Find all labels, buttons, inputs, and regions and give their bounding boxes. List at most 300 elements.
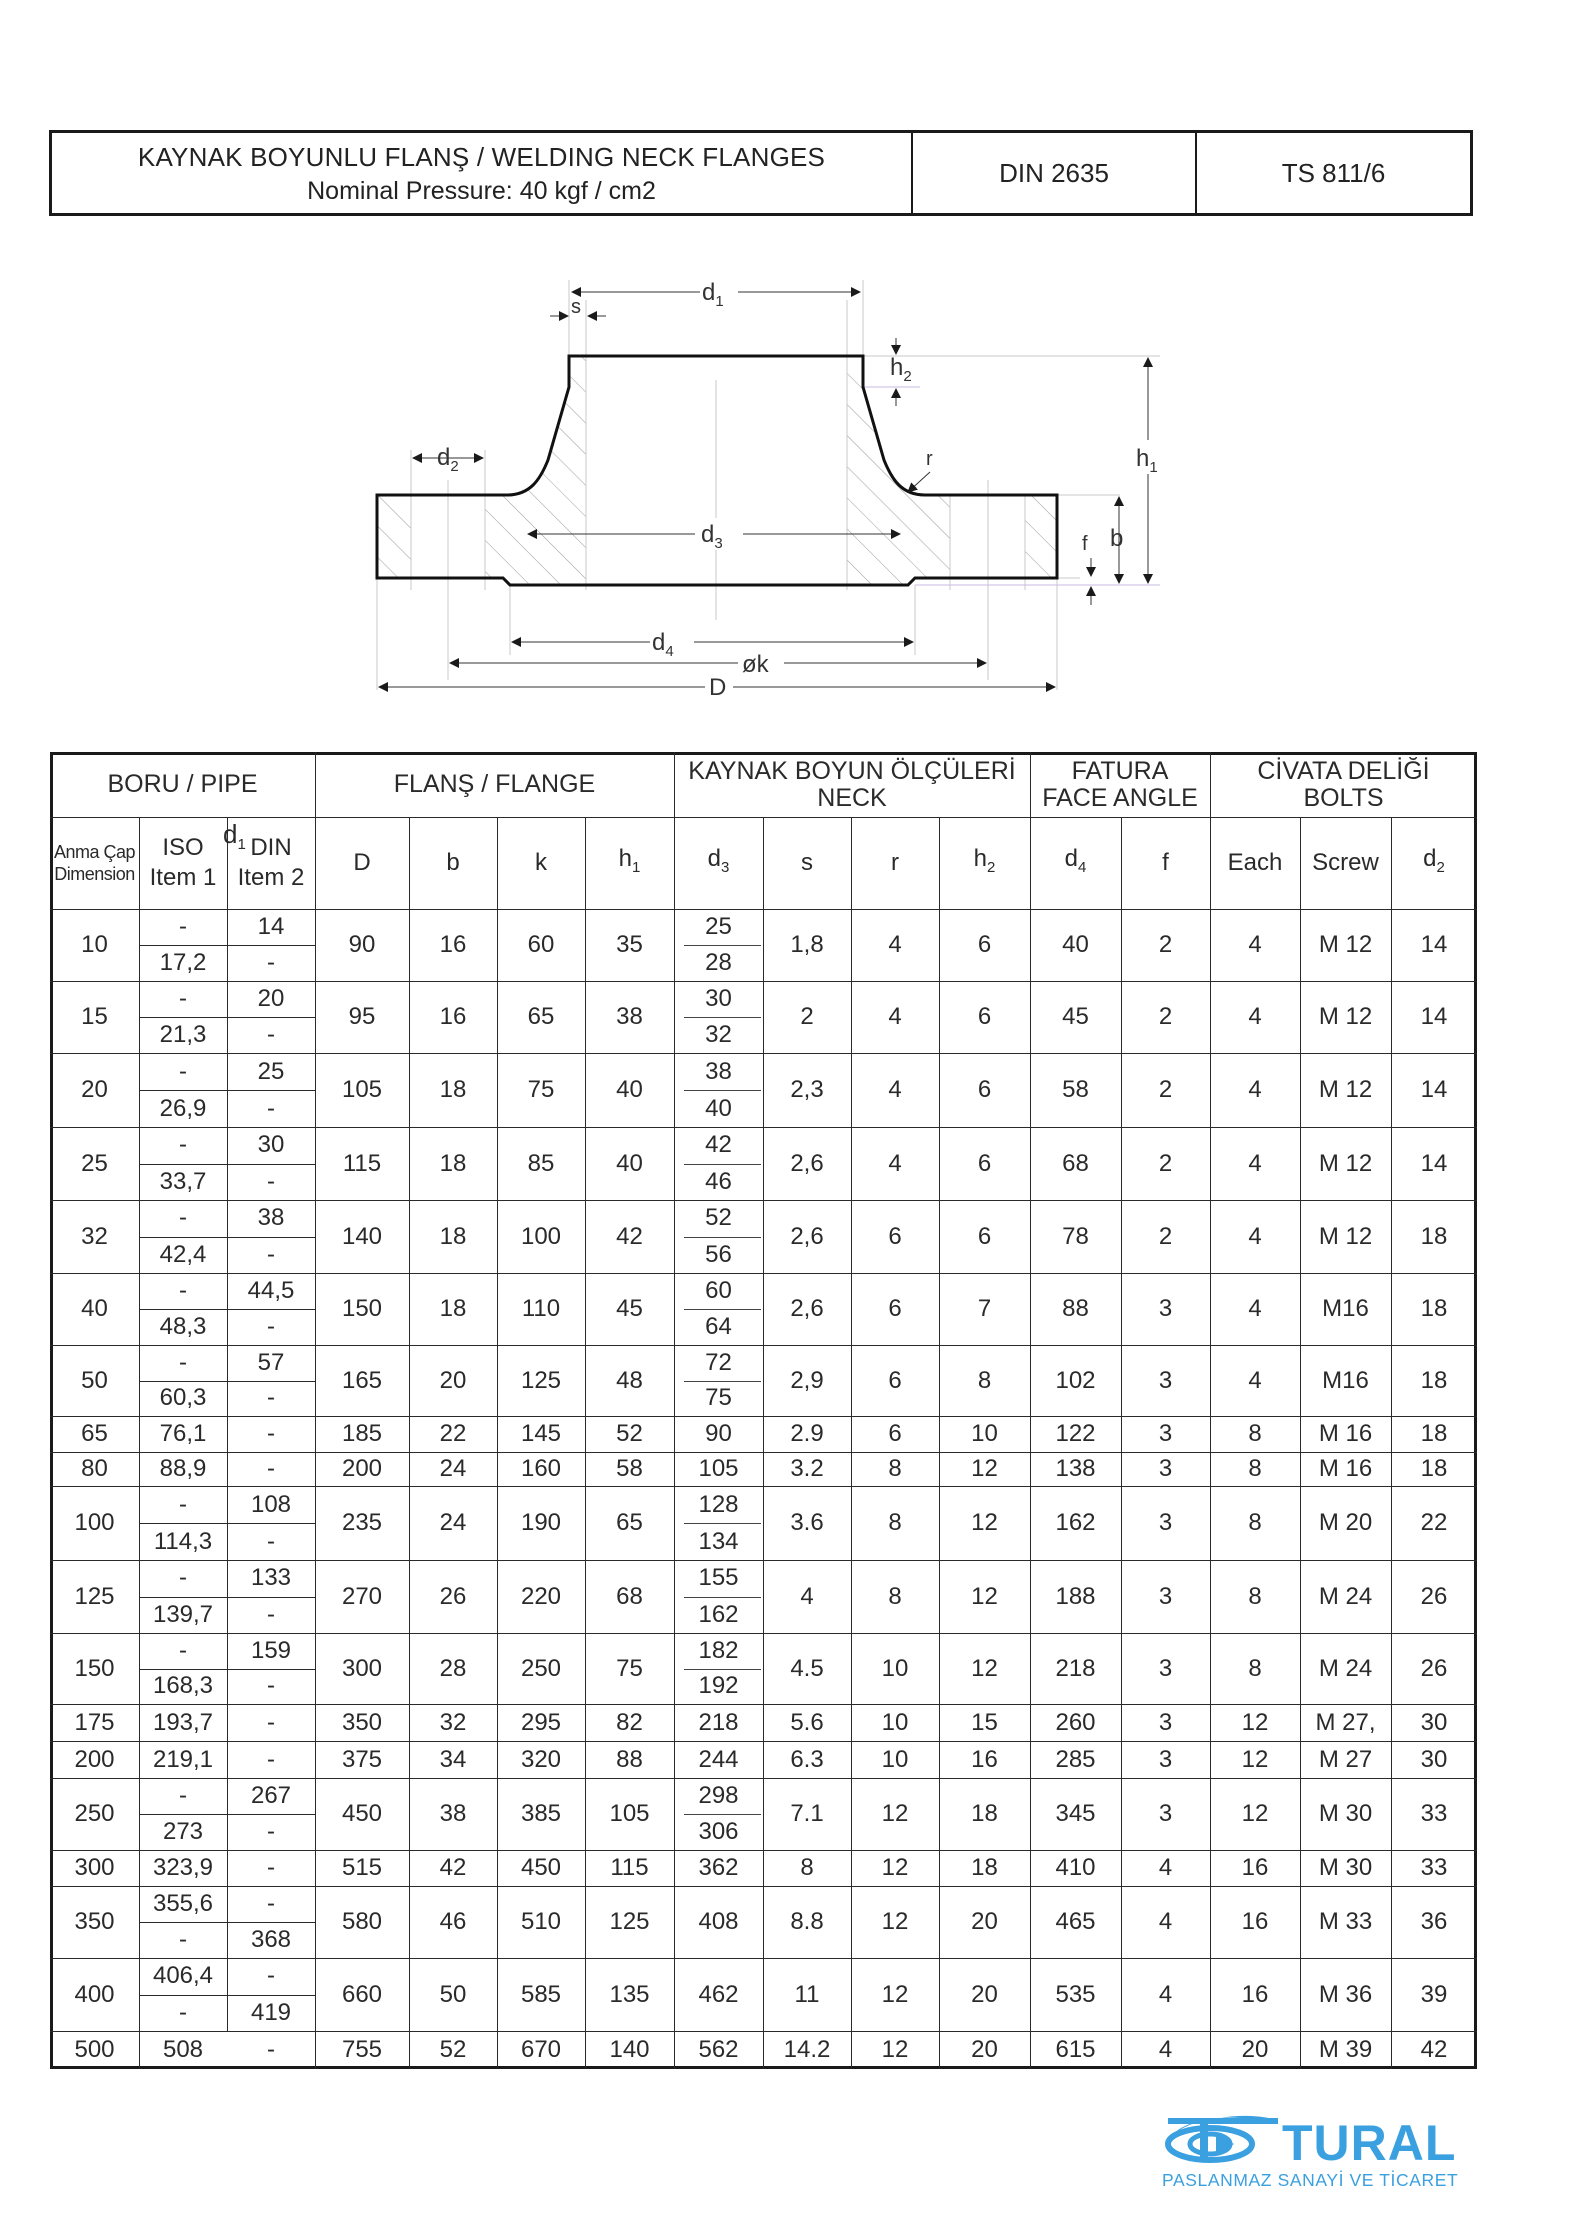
h2-label: $h_2$ — [890, 354, 912, 385]
header-s — [763, 817, 851, 909]
cell-s — [763, 1958, 851, 2031]
column-divider — [585, 1778, 586, 1850]
column-divider — [227, 1452, 228, 1486]
column-divider — [1030, 1486, 1031, 1560]
cell-h1 — [585, 1053, 674, 1127]
cell-h1-value: 48 — [616, 1366, 643, 1394]
cell-din-lower-value: - — [267, 1313, 275, 1340]
column-divider — [1210, 1200, 1211, 1273]
column-divider — [139, 1345, 140, 1416]
cell-d3-lower — [674, 1381, 763, 1417]
cell-dimension — [50, 1958, 139, 2031]
cell-f — [1121, 1633, 1210, 1704]
cell-dimension-value: 10 — [81, 931, 108, 958]
cell-each — [1210, 1273, 1300, 1345]
cell-d2 — [1391, 1704, 1477, 1741]
column-divider — [315, 817, 316, 909]
cell-din-upper-value: 20 — [257, 985, 285, 1012]
column-divider — [1210, 909, 1211, 981]
cell-s-value: 4 — [800, 1582, 814, 1610]
cell-screw — [1300, 1416, 1391, 1452]
header-b — [409, 817, 497, 909]
cell-h2-value: 20 — [971, 1908, 998, 1935]
column-divider — [585, 1345, 586, 1416]
h1-label: $h_1$ — [1136, 445, 1158, 476]
cell-d4-value: 162 — [1055, 1509, 1096, 1536]
cell-h2-value: 6 — [977, 931, 992, 958]
column-divider — [1121, 1416, 1122, 1452]
cell-r — [851, 909, 939, 981]
cell-screw-value: M 12 — [1318, 1003, 1373, 1030]
group-divider — [674, 752, 675, 817]
cell-iso-lower — [139, 1090, 227, 1127]
cell-h2 — [939, 1560, 1030, 1633]
cell-din-lower — [227, 1523, 315, 1560]
column-divider — [497, 1200, 498, 1273]
cell-h2 — [939, 1273, 1030, 1345]
cell-d3-value: 105 — [698, 1455, 739, 1482]
cell-din-upper-value: 267 — [250, 1782, 292, 1809]
cell-iso — [139, 1416, 227, 1452]
cell-d2 — [1391, 1416, 1477, 1452]
cell-r-value: 12 — [881, 1854, 909, 1881]
cell-iso-value: 508 — [162, 2036, 204, 2063]
cell-b — [409, 1416, 497, 1452]
cell-D — [315, 1633, 409, 1704]
cell-dimension-value: 250 — [74, 1800, 115, 1827]
column-divider — [1300, 817, 1301, 909]
header-each-text: Each — [1227, 849, 1283, 876]
cell-screw — [1300, 1886, 1391, 1958]
cell-iso-lower — [139, 1381, 227, 1417]
column-divider — [1121, 1741, 1122, 1778]
cell-D — [315, 1345, 409, 1416]
header-group-face-line-2: FACE ANGLE — [1042, 783, 1198, 812]
cell-dimension — [50, 1345, 139, 1416]
column-divider — [1391, 1560, 1392, 1633]
cell-dimension-value: 150 — [74, 1654, 115, 1682]
header-iso-text: ISO — [162, 834, 204, 861]
cell-iso-value: 323,9 — [152, 1854, 214, 1881]
cell-screw-value: M 12 — [1318, 1076, 1373, 1103]
cell-b — [409, 1560, 497, 1633]
cell-d4-value: 138 — [1055, 1455, 1096, 1482]
cell-s-value: 2.9 — [790, 1420, 824, 1447]
pipe-split-divider — [227, 1922, 315, 1923]
column-divider — [1300, 1560, 1301, 1633]
din-standard: DIN 2635 — [913, 133, 1197, 213]
column-divider — [1300, 1345, 1301, 1416]
header-f-text: f — [1162, 849, 1169, 876]
cell-h2 — [939, 1778, 1030, 1850]
column-divider — [1121, 1345, 1122, 1416]
column-divider — [497, 1486, 498, 1560]
column-divider — [409, 1053, 410, 1127]
header-h2-line-1 — [974, 844, 996, 883]
cell-d3-upper — [674, 1273, 763, 1309]
cell-each — [1210, 981, 1300, 1053]
header-d1-text: d — [223, 819, 238, 849]
column-divider — [763, 1452, 764, 1486]
cell-s-value: 2 — [800, 1003, 814, 1030]
cell-b-value: 32 — [439, 1708, 467, 1736]
d3-fraction-line — [684, 1597, 761, 1598]
column-divider — [763, 1958, 764, 2031]
column-divider — [851, 1200, 852, 1273]
column-divider — [1300, 981, 1301, 1053]
cell-iso-lower — [139, 1995, 227, 2032]
cell-b — [409, 1704, 497, 1741]
column-divider — [1300, 1200, 1301, 1273]
column-divider — [939, 1127, 940, 1200]
cell-screw-value: M 33 — [1318, 1908, 1373, 1935]
cell-screw-value: M 12 — [1318, 1222, 1373, 1250]
header-b-text: b — [446, 849, 460, 876]
cell-d3-upper-value: 298 — [698, 1782, 739, 1809]
cell-each — [1210, 1850, 1300, 1886]
header-f — [1121, 817, 1210, 909]
cell-iso-lower-value: - — [179, 1926, 187, 1953]
cell-screw — [1300, 1704, 1391, 1741]
cell-each — [1210, 1778, 1300, 1850]
d3-fraction-line — [684, 1017, 761, 1018]
cell-h1 — [585, 909, 674, 981]
cell-r-value: 4 — [888, 1076, 902, 1103]
cell-d4-value: 68 — [1062, 1149, 1089, 1177]
cell-screw-value: M 16 — [1318, 1420, 1373, 1447]
cell-iso-lower — [139, 945, 227, 981]
cell-iso-upper-value: - — [179, 1277, 187, 1304]
k-label: øk — [742, 651, 769, 678]
cell-h2 — [939, 1704, 1030, 1741]
column-divider — [409, 1416, 410, 1452]
cell-d2-value: 18 — [1420, 1366, 1448, 1394]
cell-r — [851, 1886, 939, 1958]
column-divider — [763, 1886, 764, 1958]
cell-D — [315, 1273, 409, 1345]
cell-din-value: - — [267, 1708, 275, 1736]
cell-D-value: 185 — [341, 1420, 383, 1447]
column-divider — [1210, 1053, 1211, 1127]
column-divider — [1210, 1486, 1211, 1560]
cell-each-value: 4 — [1248, 1003, 1262, 1030]
cell-f — [1121, 2031, 1210, 2069]
cell-r-value: 10 — [881, 1654, 909, 1682]
cell-iso-lower-value: 17,2 — [159, 949, 207, 976]
cell-b-value: 16 — [439, 931, 467, 958]
header-d3-text: d — [707, 844, 721, 872]
column-divider — [1210, 1127, 1211, 1200]
cell-s-value: 1,8 — [790, 931, 824, 958]
cell-h1-value: 52 — [616, 1420, 643, 1447]
cell-d3-lower-value: 162 — [698, 1600, 739, 1628]
cell-b-value: 38 — [439, 1800, 467, 1827]
cell-f-value: 4 — [1158, 2036, 1173, 2063]
column-divider — [763, 1778, 764, 1850]
column-divider — [497, 1741, 498, 1778]
pipe-flange-divider — [315, 1486, 316, 1560]
column-divider — [1121, 2031, 1122, 2069]
header-k — [497, 817, 585, 909]
cell-din-upper-value: - — [267, 1962, 275, 1990]
header-group-face-line-1: FATURA — [1071, 756, 1169, 785]
d3-fraction-line — [684, 1164, 761, 1165]
cell-d4 — [1030, 1704, 1121, 1741]
column-divider — [139, 817, 140, 909]
cell-dimension-value: 65 — [81, 1420, 108, 1447]
column-divider — [1300, 2031, 1301, 2069]
column-divider — [1121, 1633, 1122, 1704]
cell-iso-lower-value: - — [179, 1998, 187, 2026]
cell-din-upper — [227, 1345, 315, 1381]
cell-din-lower-value: - — [267, 949, 275, 976]
group-divider — [1030, 752, 1031, 817]
column-divider — [939, 1345, 940, 1416]
flange-dimensions-table — [50, 752, 1477, 2069]
cell-d3 — [674, 2031, 763, 2069]
header-dimension-line-2 — [54, 863, 135, 885]
cell-screw-value: M 24 — [1318, 1582, 1373, 1610]
cell-D — [315, 1486, 409, 1560]
cell-d2-value: 14 — [1420, 1149, 1448, 1177]
column-divider — [851, 1560, 852, 1633]
cell-d2 — [1391, 1053, 1477, 1127]
column-divider — [227, 1127, 228, 1200]
header-group-neck-line-2: NECK — [817, 783, 887, 812]
cell-din-lower-value: - — [267, 1384, 275, 1412]
column-divider — [763, 1200, 764, 1273]
column-divider — [1030, 1958, 1031, 2031]
cell-iso-lower-value: 139,7 — [152, 1600, 214, 1628]
cell-k-value: 320 — [520, 1745, 562, 1773]
cell-d2-value: 30 — [1420, 1708, 1448, 1736]
column-divider — [851, 1741, 852, 1778]
cell-h2 — [939, 1850, 1030, 1886]
cell-screw — [1300, 1127, 1391, 1200]
cell-b-value: 22 — [439, 1420, 467, 1447]
cell-k-value: 190 — [520, 1509, 562, 1536]
cell-f — [1121, 1452, 1210, 1486]
cell-h1 — [585, 2031, 674, 2069]
column-divider — [1391, 1958, 1392, 2031]
cell-r — [851, 1778, 939, 1850]
cell-din — [227, 1452, 315, 1486]
cell-iso-upper — [139, 1958, 227, 1995]
cell-h2-value: 6 — [977, 1222, 992, 1250]
cell-d3-upper — [674, 1345, 763, 1381]
cell-din-upper-value: 14 — [257, 913, 285, 940]
column-divider — [1030, 1452, 1031, 1486]
header-group-flange-line-1: FLANŞ / FLANGE — [393, 770, 596, 798]
cell-h2-value: 10 — [971, 1420, 998, 1447]
column-divider — [227, 1958, 228, 2031]
column-divider — [851, 909, 852, 981]
cell-d2-value: 22 — [1420, 1509, 1448, 1536]
cell-din-upper-value: 38 — [257, 1204, 285, 1232]
cell-each-value: 16 — [1241, 1980, 1269, 2008]
header-each-line-1 — [1228, 848, 1283, 878]
pipe-split-divider — [139, 1814, 227, 1815]
cell-f-value: 3 — [1158, 1708, 1173, 1736]
cell-h2 — [939, 981, 1030, 1053]
column-divider — [409, 1704, 410, 1741]
cell-d3-lower-value: 40 — [705, 1094, 732, 1122]
cell-iso-upper — [139, 1633, 227, 1669]
cell-b-value: 24 — [439, 1509, 467, 1536]
cell-din-lower — [227, 1309, 315, 1345]
column-divider — [1030, 1560, 1031, 1633]
cell-f — [1121, 1127, 1210, 1200]
cell-dimension-value: 100 — [74, 1509, 115, 1536]
column-divider — [674, 1200, 675, 1273]
column-divider — [1391, 1416, 1392, 1452]
header-k-text: k — [535, 849, 547, 876]
column-divider — [227, 1273, 228, 1345]
column-divider — [497, 1273, 498, 1345]
cell-D-value: 140 — [341, 1222, 383, 1250]
cell-d3-lower — [674, 945, 763, 981]
header-iso-text: Item 1 — [149, 864, 217, 891]
cell-h1 — [585, 1886, 674, 1958]
cell-k — [497, 1560, 585, 1633]
column-divider — [497, 981, 498, 1053]
cell-s — [763, 1053, 851, 1127]
column-divider — [851, 1127, 852, 1200]
cell-d2-value: 39 — [1420, 1980, 1448, 2008]
cell-s — [763, 1452, 851, 1486]
cell-D — [315, 909, 409, 981]
cell-f-value: 2 — [1158, 1222, 1173, 1250]
ts-standard: TS 811/6 — [1281, 158, 1386, 188]
cell-D — [315, 1741, 409, 1778]
column-divider — [1300, 1741, 1301, 1778]
d3-fraction-line — [684, 1309, 761, 1310]
column-divider — [1300, 1486, 1301, 1560]
cell-iso-upper-value: - — [179, 1782, 187, 1809]
cell-d2 — [1391, 1345, 1477, 1416]
cell-b-value: 20 — [439, 1366, 467, 1394]
column-divider — [139, 1958, 140, 2031]
column-divider — [939, 909, 940, 981]
cell-r-value: 12 — [881, 1908, 909, 1935]
cell-h1 — [585, 1633, 674, 1704]
header-d4-subscript: 4 — [1078, 858, 1087, 876]
cell-s — [763, 1741, 851, 1778]
column-divider — [1300, 1416, 1301, 1452]
header-h2 — [939, 817, 1030, 909]
cell-din-upper — [227, 1886, 315, 1922]
pipe-flange-divider — [315, 1416, 316, 1452]
cell-din-lower-value: - — [267, 1167, 275, 1195]
column-divider — [1030, 981, 1031, 1053]
cell-k — [497, 1486, 585, 1560]
cell-d3-lower-value: 32 — [705, 1021, 732, 1048]
cell-r-value: 12 — [881, 1800, 909, 1827]
cell-d3-lower-value: 64 — [705, 1313, 732, 1340]
cell-s — [763, 1560, 851, 1633]
cell-k-value: 145 — [520, 1420, 562, 1447]
cell-h2-value: 16 — [971, 1745, 998, 1773]
header-din-text: Item 2 — [237, 864, 305, 891]
header-d4-line-1 — [1065, 844, 1087, 883]
column-divider — [939, 981, 940, 1053]
column-divider — [409, 1273, 410, 1345]
cell-D-value: 115 — [342, 1149, 382, 1177]
cell-d2 — [1391, 1633, 1477, 1704]
cell-d2-value: 33 — [1420, 1854, 1448, 1881]
column-divider — [851, 1778, 852, 1850]
cell-d4 — [1030, 1416, 1121, 1452]
cell-h1-value: 88 — [616, 1745, 643, 1773]
cell-f — [1121, 909, 1210, 981]
cell-screw-value: M 12 — [1318, 931, 1373, 958]
cell-f-value: 2 — [1158, 931, 1173, 958]
title-box — [49, 130, 1473, 216]
header-d4 — [1030, 817, 1121, 909]
d1-label: $d_1$ — [702, 279, 724, 310]
column-divider — [585, 1633, 586, 1704]
cell-b — [409, 1486, 497, 1560]
column-divider — [139, 981, 140, 1053]
column-divider — [497, 909, 498, 981]
column-divider — [1391, 1778, 1392, 1850]
cell-D-value: 270 — [341, 1582, 383, 1610]
column-divider — [585, 1958, 586, 2031]
d4-label: $d_4$ — [652, 629, 674, 660]
cell-h1 — [585, 1452, 674, 1486]
cell-d4-value: 285 — [1055, 1745, 1096, 1773]
cell-D — [315, 1053, 409, 1127]
column-divider — [1210, 1958, 1211, 2031]
cell-iso-upper-value: 406,4 — [152, 1962, 214, 1990]
cell-each — [1210, 1486, 1300, 1560]
cell-dimension — [50, 1850, 139, 1886]
pipe-split-divider — [227, 1090, 315, 1091]
cell-d2 — [1391, 1958, 1477, 2031]
column-divider — [674, 1486, 675, 1560]
column-divider — [674, 1452, 675, 1486]
header-d3 — [674, 817, 763, 909]
column-divider — [409, 909, 410, 981]
cell-d4-value: 102 — [1055, 1366, 1096, 1394]
column-divider — [1300, 1273, 1301, 1345]
cell-s-value: 8 — [800, 1854, 814, 1881]
column-divider — [139, 1704, 140, 1741]
cell-r-value: 6 — [888, 1366, 902, 1394]
cell-iso-upper — [139, 1560, 227, 1597]
cell-screw — [1300, 1273, 1391, 1345]
pipe-split-divider — [227, 1309, 315, 1310]
column-divider — [139, 1741, 140, 1778]
cell-dimension — [50, 1886, 139, 1958]
header-r — [851, 817, 939, 909]
column-divider — [497, 1345, 498, 1416]
column-divider — [227, 1778, 228, 1850]
header-d4-text: d — [1064, 844, 1078, 872]
cell-d4-value: 88 — [1062, 1295, 1089, 1322]
column-divider — [939, 1778, 940, 1850]
cell-iso-lower-value: 33,7 — [159, 1167, 207, 1195]
cell-din-lower-value: - — [267, 1094, 275, 1122]
cell-iso-lower-value: 168,3 — [152, 1672, 214, 1700]
cell-r — [851, 1850, 939, 1886]
cell-screw — [1300, 1850, 1391, 1886]
cell-d4 — [1030, 1560, 1121, 1633]
cell-h2 — [939, 1345, 1030, 1416]
cell-r — [851, 1273, 939, 1345]
cell-D-value: 300 — [341, 1654, 383, 1682]
column-divider — [763, 817, 764, 909]
